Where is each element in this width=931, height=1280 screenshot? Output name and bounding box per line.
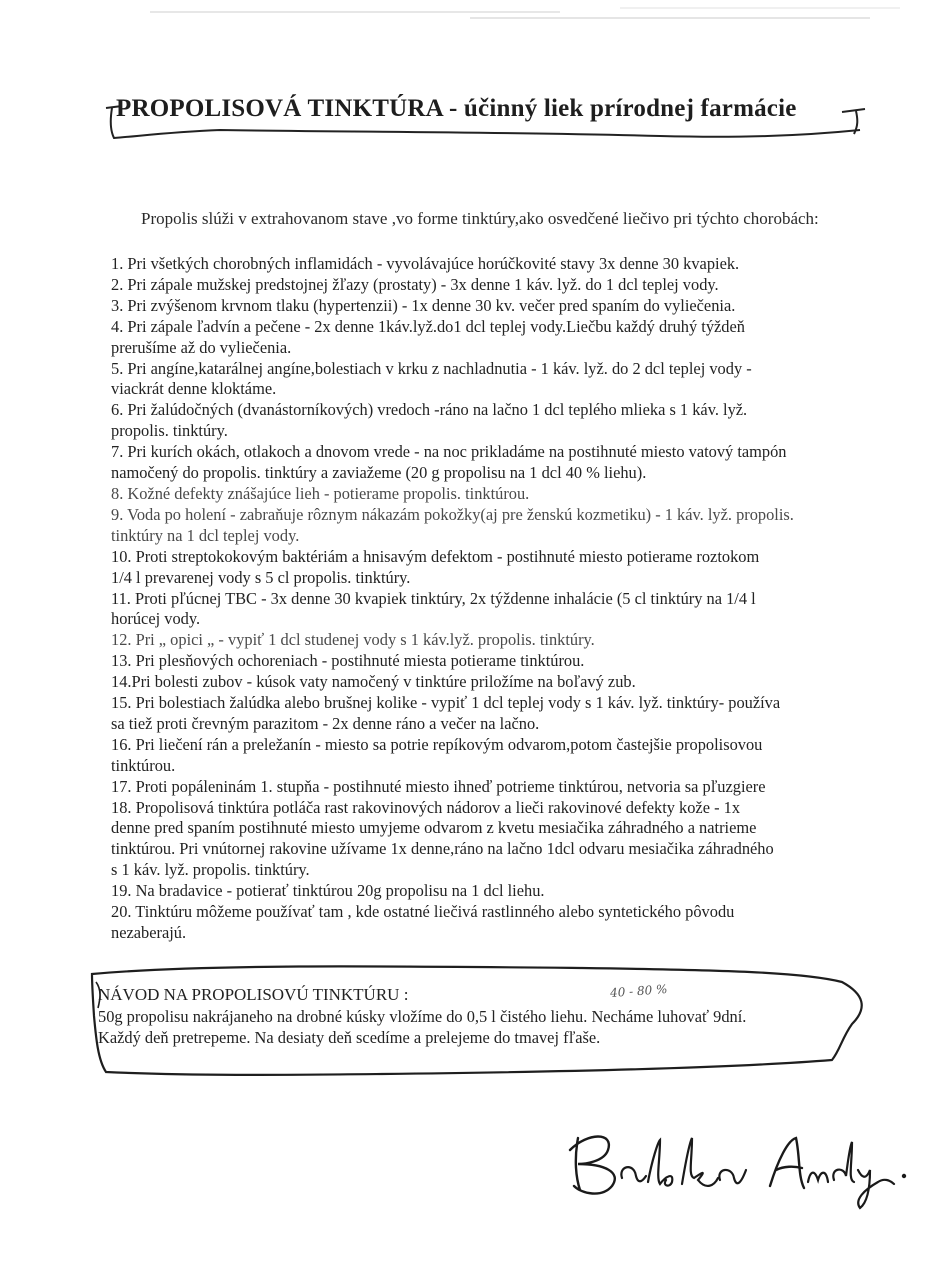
instructions-line: 50g propolisu nakrájaneho na drobné kúsky vložíme do 0,5 l čistého liehu. Necháme luhovať 9dní. [98, 1007, 747, 1026]
list-item: 9. Voda po holení - zabraňuje rôznym nákazám pokožky(aj pre ženskú kozmetiku) - 1 káv. lyž. propolis. tinktúry na 1 dcl teplej vody. [111, 504, 794, 545]
instructions-title: NÁVOD NA PROPOLISOVÚ TINKTÚRU : [98, 985, 409, 1004]
list-item: 17. Proti popáleninám 1. stupňa - postihnuté miesto ihneď potrieme tinktúrou, netvoria sa pľuzgiere [111, 776, 766, 796]
title-block [100, 92, 870, 162]
handwritten-signature [548, 1120, 928, 1220]
instructions-box [82, 960, 872, 1085]
page-title: PROPOLISOVÁ TINKTÚRA - účinný liek prírodnej farmácie [116, 95, 797, 122]
list-item: 5. Pri angíne,katarálnej angíne,bolestiach v krku z nachladnutia - 1 káv. lyž. do 2 dcl teplej vody - viackrát denne kloktáme. [111, 358, 752, 399]
list-item: 12. Pri „ opici „ - vypiť 1 dcl studenej vody s 1 káv.lyž. propolis. tinktúry. [111, 630, 595, 650]
scan-artifact-lines [0, 0, 931, 30]
list-item: 2. Pri zápale mužskej predstojnej žľazy (prostaty) - 3x denne 1 káv. lyž. do 1 dcl teplej vody. [111, 274, 719, 294]
instructions-line: Každý deň pretrepeme. Na desiaty deň scedíme a prelejeme do tmavej fľaše. [98, 1028, 601, 1047]
remedy-list [111, 254, 846, 944]
list-item: 1. Pri všetkých chorobných inflamidách - vyvolávajúce horúčkovité stavy 3x denne 30 kvapiek. [111, 254, 740, 273]
list-item: 4. Pri zápale ľadvín a pečene - 2x denne 1káv.lyž.do1 dcl teplej vody.Liečbu každý druhý týždeň prerušíme až do vyliečenia. [111, 316, 745, 357]
list-item: 16. Pri liečení rán a preležanín - miesto sa potrie repíkovým odvarom,potom častejšie propolisovou tinktúrou. [111, 734, 763, 775]
handwritten-note: 40 - 80 % [609, 982, 668, 1000]
list-item: 15. Pri bolestiach žalúdka alebo brušnej kolike - vypiť 1 dcl teplej vody s 1 káv. lyž. tinktúry- používa sa tiež proti črevným parazitom - 2x denne ráno a večer na lačno. [111, 693, 781, 733]
list-item: 6. Pri žalúdočných (dvanástorníkových) vredoch -ráno na lačno 1 dcl teplého mlieka s 1 káv. lyž. propolis. tinktúry. [111, 400, 748, 441]
intro-text: Propolis slúži v extrahovanom stave ,vo forme tinktúry,ako osvedčené liečivo pri týchto chorobách: [141, 209, 819, 228]
list-item: 14.Pri bolesti zubov - kúsok vaty namočený v tinktúre priložíme na boľavý zub. [111, 672, 636, 692]
list-item: 10. Proti streptokokovým baktériám a hnisavým defektom - postihnuté miesto potierame roztokom 1/4 l prevarenej vody s 5 cl propolis. tinktúry. [111, 546, 760, 587]
list-item: 20. Tinktúru môžeme používať tam , kde ostatné liečivá rastlinného alebo syntetického pôvodu nezaberajú. [111, 902, 735, 942]
list-item: 18. Propolisová tinktúra potláča rast rakovinových nádorov a lieči rakovinové defekty kože - 1x denne pred spaním postihnuté miesto umyjeme odvarom z kvetu mesiačika záhradného a natrieme tinktúrou. Pri vnútornej rakovine užívame 1x denne,ráno na lačno 1dcl odvaru mesiačika záhradného s 1 káv. lyž. propolis. tinktúry. [111, 797, 774, 880]
list-item: 13. Pri plesňových ochoreniach - postihnuté miesta potierame tinktúrou. [111, 651, 585, 671]
list-item: 8. Kožné defekty znášajúce lieh - potierame propolis. tinktúrou. [111, 483, 530, 503]
list-item: 19. Na bradavice - potierať tinktúrou 20g propolisu na 1 dcl liehu. [111, 881, 545, 901]
list-item: 3. Pri zvýšenom krvnom tlaku (hypertenzii) - 1x denne 30 kv. večer pred spaním do vyliečenia. [111, 295, 736, 315]
list-item: 7. Pri kurích okách, otlakoch a dnovom vrede - na noc prikladáme na postihnuté miesto vatový tampón namočený do propolis. tinktúry a zaviažeme (20 g propolisu na 1 dcl 40 % liehu). [111, 442, 787, 483]
instructions-content [98, 984, 838, 1048]
list-item: 11. Proti pľúcnej TBC - 3x denne 30 kvapiek tinktúry, 2x týždenne inhalácie (5 cl tinktúry na 1/4 l horúcej vody. [111, 588, 756, 629]
